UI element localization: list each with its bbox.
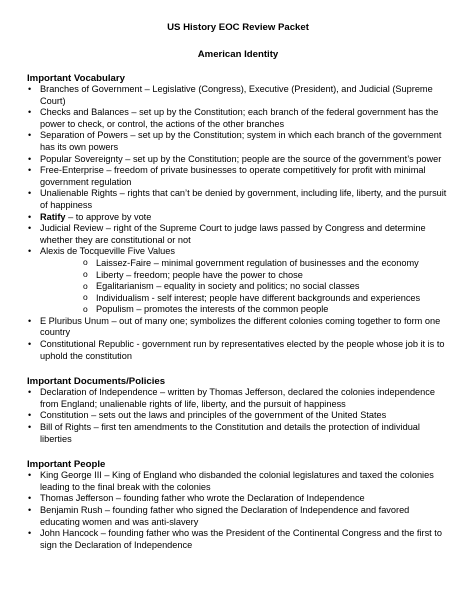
- list-item: • E Pluribus Unum – out of many one; symbolizes the different colonies coming together to form one country: [27, 316, 449, 339]
- list-item: • Declaration of Independence – written by Thomas Jefferson, declared the colonies independence from England; unalienable rights of life, liberty, and the pursuit of happiness: [27, 387, 449, 410]
- section-heading-vocabulary: Important Vocabulary: [27, 73, 125, 84]
- list-item: • King George III – King of England who disbanded the colonial legislatures and taxed the colonies leading to the final break with the colonies: [27, 470, 449, 493]
- list-item: • Unalienable Rights – rights that can’t be denied by government, including life, liberty, and the pursuit of happiness: [27, 188, 449, 211]
- list-item: • Bill of Rights – first ten amendments to the Constitution and details the protection of individual liberties: [27, 422, 449, 445]
- sub-list-item: o Populism – promotes the interests of the common people: [40, 304, 449, 316]
- documents-list: [27, 387, 449, 445]
- vocabulary-list: [27, 84, 449, 362]
- list-item: • Popular Sovereignty – set up by the Constitution; people are the source of the government’s power: [27, 154, 449, 166]
- sub-list-item: o Egalitarianism – equality in society and politics; no social classes: [40, 281, 449, 293]
- list-item: • Branches of Government – Legislative (Congress), Executive (President), and Judicial (Supreme Court): [27, 84, 449, 107]
- section-heading-people: Important People: [27, 459, 106, 471]
- document-title: US History EOC Review Packet: [167, 22, 309, 33]
- five-values-list: [40, 258, 449, 316]
- sub-list-item: o Individualism - self interest; people have different backgrounds and experiences: [40, 293, 449, 305]
- list-item: [27, 246, 449, 316]
- ratify-definition: – to approve by vote: [65, 211, 152, 222]
- list-item: • Thomas Jefferson – founding father who wrote the Declaration of Independence: [27, 493, 449, 505]
- list-item: • Checks and Balances – set up by the Constitution; each branch of the federal government has the power to check, or control, the actions of the other branches: [27, 107, 449, 130]
- list-item: • Separation of Powers – set up by the Constitution; system in which each branch of the government has its own powers: [27, 130, 449, 153]
- document-subtitle: American Identity: [197, 49, 279, 60]
- list-item: • John Hancock – founding father who was the President of the Continental Congress and the first to sign the Declaration of Independence: [27, 528, 449, 551]
- people-list: [27, 470, 449, 551]
- list-item: • Benjamin Rush – founding father who signed the Declaration of Independence and favored educating women and was anti-slavery: [27, 505, 449, 528]
- sub-list-item: o Liberty – freedom; people have the power to chose: [40, 270, 449, 282]
- list-item: • Judicial Review – right of the Supreme Court to judge laws passed by Congress and determine whether they are constitutional or not: [27, 223, 449, 246]
- ratify-term: Ratify: [40, 211, 66, 222]
- section-heading-documents: Important Documents/Policies: [27, 376, 166, 388]
- list-item-ratify: [27, 212, 449, 224]
- list-item: • Constitution – sets out the laws and principles of the government of the United States: [27, 410, 449, 422]
- sub-list-item: o Laissez-Faire – minimal government regulation of businesses and the economy: [40, 258, 449, 270]
- list-item: • Free-Enterprise – freedom of private businesses to operate competitively for profit with minimal government regulation: [27, 165, 449, 188]
- list-item-label: Alexis de Tocqueville Five Values: [40, 246, 175, 257]
- list-item: • Constitutional Republic - government run by representatives elected by the people whose job it is to uphold the constitution: [27, 339, 449, 362]
